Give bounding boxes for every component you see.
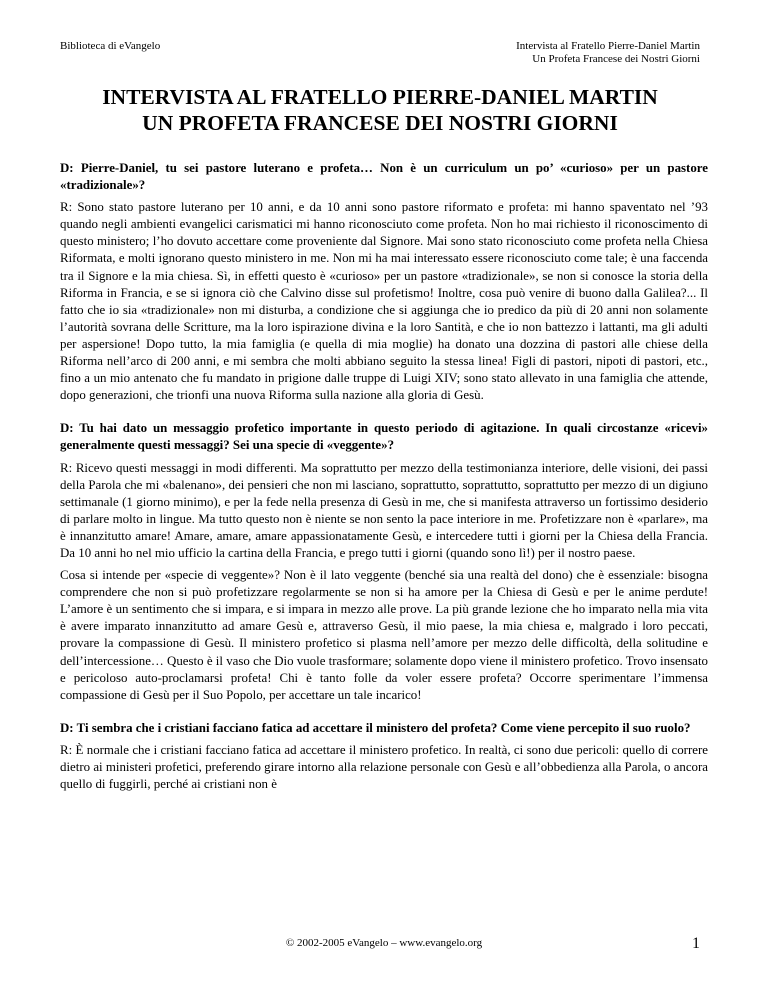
header-document-title xyxy=(516,40,700,66)
question-2: D: Tu hai dato un messaggio profetico importante in questo periodo di agitazione. In quali circostanze «ricevi» generalmente questi messaggi? Sei una specie di «veggente»? xyxy=(60,421,708,453)
page-title-line2: UN PROFETA FRANCESE DEI NOSTRI GIORNI xyxy=(142,111,618,135)
header-title-line1: Intervista al Fratello Pierre-Daniel Martin xyxy=(516,40,700,52)
interview-body xyxy=(60,160,708,793)
page-number: 1 xyxy=(692,935,700,952)
answer-2-paragraph-2: Cosa si intende per «specie di veggente»? Non è il lato veggente (benché sia una realtà del dono) che è essenziale: bisogna comprendere che non si può profetizzare regolarmente se non si ha amore per la Chiesa di Gesù e per le anime perdute! L’amore è un sentimento che si impara, e si impara in mezzo alle prove. La più grande lezione che ho imparato nella mia vita è avere imparato innanzitutto ad amare Gesù e, attraverso Gesù, il mio paese, la mia chiesa e, malgrado i loro peccati, provare la compassione di Gesù. Il ministero profetico si plasma nell’amore per mezzo delle difficoltà, della solitudine e dell’intercessione… Questo è il vaso che Dio vuole trasformare; solamente dopo viene il ministero profetico. Trovo insensato e pericoloso auto-proclamarsi profeta! Chi è tanto folle da voler essere profeta? Occorre sperimentare l’immensa compassione di Gesù per il Suo Popolo, per accettare un tale incarico! xyxy=(60,568,708,702)
question-3: D: Ti sembra che i cristiani facciano fatica ad accettare il ministero del profeta? Come viene percepito il suo ruolo? xyxy=(60,720,691,735)
answer-1-paragraph-1: R: Sono stato pastore luterano per 10 anni, e da 10 anni sono pastore riformato e profeta: mi hanno spaventato nel ’93 quando negli ambienti evangelici carismatici mi hanno riconosciuto come profeta. Non ho mai richiesto il riconoscimento di questo ministero; l’ho dovuto accettare come proveniente dal Signore. Mai sono stato riconosciuto come profeta nella Chiesa Riformata, e molti ignorano questo ministero in me. Non mi ha mai interessato essere riconosciuto come tale; è una faccenda tra il Signore e la mia chiesa. Sì, in effetti questo è «curioso» per un pastore «tradizionale», se non si conosce la storia della Riforma in Francia, e se si ignora ciò che Calvino disse sul profetismo! Inoltre, cosa può venire di buono dalla Galilea?... Il fatto che io sia «tradizionale» non mi disturba, a condizione che si aggiunga che io predico da più di 20 anni non solamente l’autorità sovrana delle Scritture, ma la loro ispirazione divina e la loro Santità, e che io non battezzo i lattanti, ma gli adulti per aspersione! Dopo tutto, la mia famiglia (e quella di mia moglie) ha donato una dozzina di pastori alle chiese della Riforma nell’arco di 200 anni, e mi sembra che molti abbiano seguito la stessa linea! Figli di pastori, nipoti di pastori, etc., fino a un mio antenato che fu mandato in prigione dalle truppe di Luigi XIV; sono stato allevato in una famiglia che attende, dopo generazioni, che trionfi una nuova Riforma sulla nazione alla gloria di Gesù. xyxy=(60,200,708,403)
page-title xyxy=(60,84,700,136)
answer-2-paragraph-1: R: Ricevo questi messaggi in modi differenti. Ma soprattutto per mezzo della testimonianza interiore, delle visioni, dei passi della Parola che mi «balenano», dei pensieri che non mi lasciano, soprattutto, soprattutto, soprattutto per mezzo di un digiuno settimanale (1 giorno minimo), e per la fede nella presenza di Gesù in me, che si manifesta attraverso un fortissimo desiderio di parlare molto in lingue. Ma tutto questo non è niente se non sento la pace interiore in me. Profetizzare non è «parlare», ma è innanzitutto amare! Amare, amare, amare appassionatamente Gesù, e intercedere tutti i giorni per la Chiesa della Francia. Da 10 anni ho nel mio ufficio la cartina della Francia, e prego tutti i giorni (quando sono lì!) per il nostro paese. xyxy=(60,460,708,560)
header-title-line2: Un Profeta Francese dei Nostri Giorni xyxy=(532,53,700,65)
answer-3-paragraph-1: R: È normale che i cristiani facciano fatica ad accettare il ministero profetico. In realtà, ci sono due pericoli: quello di correre dietro ai ministeri profetici, preferendo girare intorno alla relazione personale con Gesù e all’obbedienza alla Parola, o ancora quello di fuggirli, perché ai cristiani non è xyxy=(60,742,708,792)
header-library-name: Biblioteca di eVangelo xyxy=(60,40,161,52)
question-1: D: Pierre-Daniel, tu sei pastore luterano e profeta… Non è un curriculum un po’ «curioso» per un pastore «tradizionale»? xyxy=(60,161,708,193)
footer-copyright: © 2002-2005 eVangelo – www.evangelo.org xyxy=(285,937,483,949)
page-title-line1: INTERVISTA AL FRATELLO PIERRE-DANIEL MARTIN xyxy=(102,85,658,109)
